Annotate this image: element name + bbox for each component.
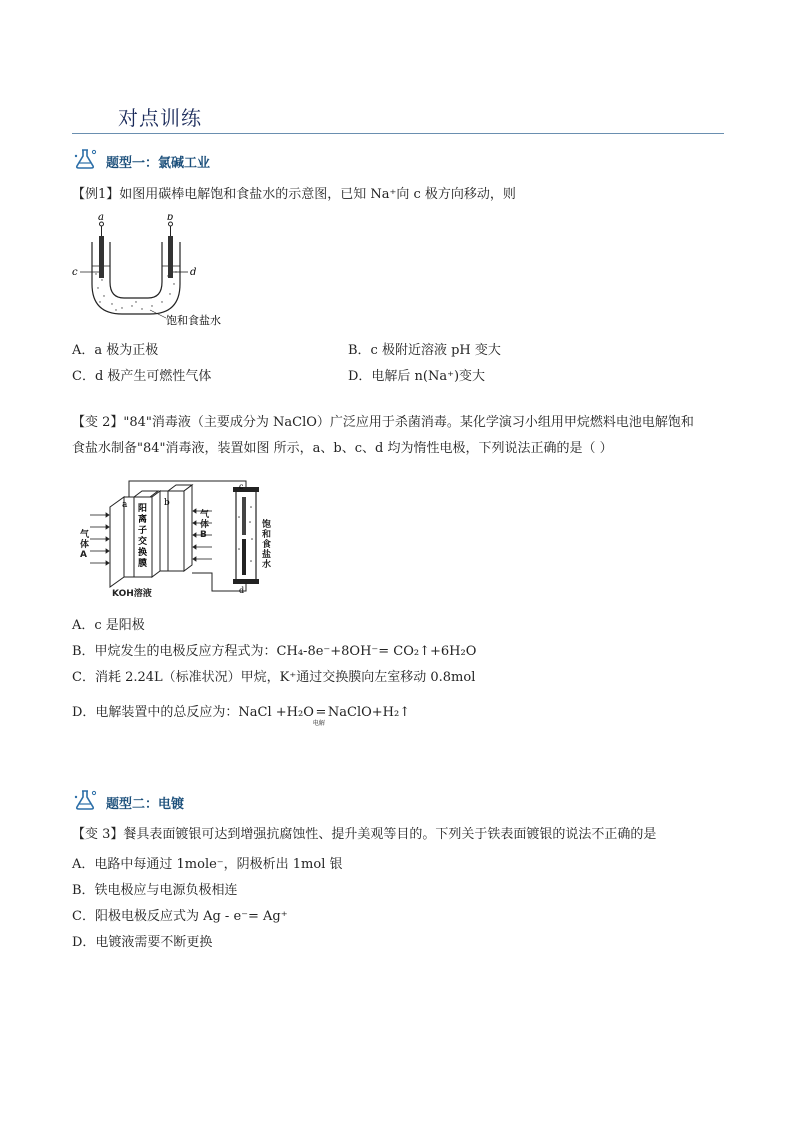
example1-option-d: D．电解后 n(Na⁺)变大: [348, 369, 486, 384]
svg-text:阳: 阳: [138, 504, 148, 514]
example1-option-c: C．d 极产生可燃性气体: [72, 369, 212, 384]
electrode-label-c: c: [72, 267, 78, 278]
gas-a-label: 气 体 A: [80, 530, 90, 560]
svg-text:换: 换: [138, 548, 148, 558]
example1-option-a: A．a 极为正极: [72, 343, 159, 358]
variant2-option-c: C．消耗 2.24L（标准状况）甲烷，K⁺通过交换膜向左室移动 0.8mol: [72, 670, 476, 685]
u-tube-diagram: [70, 214, 230, 330]
svg-text:子: 子: [138, 526, 148, 536]
brine-label: 饱 和 食 盐 水: [262, 520, 272, 570]
example1-question: 【例1】如图用碳棒电解饱和食盐水的示意图，已知 Na⁺向 c 极方向移动，则: [72, 187, 516, 202]
electrode-label-d: d: [190, 267, 197, 278]
variant2-question-line2: 食盐水制备"84"消毒液，装置如图 所示，a、b、c、d 均为惰性电极，下列说法正确的是（ ）: [72, 441, 613, 456]
example1-option-b: B．c 极附近溶液 pH 变大: [348, 343, 501, 358]
tube-electrode-d: d: [239, 586, 245, 595]
variant3-option-c: C．阳极电极反应式为 Ag - e⁻= Ag⁺: [72, 909, 288, 924]
variant3-option-d: D．电镀液需要不断更换: [72, 935, 213, 950]
variant2-question-line1: 【变 2】"84"消毒液（主要成分为 NaClO）广泛应用于杀菌消毒。某化学演习小组用甲烷燃料电池电解饱和: [72, 415, 694, 430]
variant3-option-a: A．电路中每通过 1mole⁻，阴极析出 1mol 银: [72, 857, 343, 872]
flask-icon: [72, 788, 100, 812]
variant2-option-d: [72, 701, 411, 727]
svg-text:膜: 膜: [138, 559, 148, 569]
variant3-option-b: B．铁电极应与电源负极相连: [72, 883, 238, 898]
electrode-label-b: b: [167, 214, 174, 223]
cell-electrode-b: b: [164, 498, 170, 508]
svg-text:交: 交: [138, 537, 148, 547]
variant2-option-a: A．c 是阳极: [72, 618, 145, 633]
gas-b-label: 气 体 B: [200, 510, 210, 540]
koh-label: KOH溶液: [112, 589, 152, 599]
electrolysis-condition: 电解: [312, 720, 325, 727]
membrane-label: [138, 502, 148, 569]
variant2-option-d-text: D．电解装置中的总反应为：NaCl +H₂O: [72, 705, 314, 720]
electrolysis-equals: = 电解: [312, 705, 327, 727]
title-divider: [72, 133, 724, 134]
page-title: 对点训练: [118, 106, 202, 130]
section-heading-electroplating: 题型二：电镀: [106, 797, 185, 812]
cell-electrode-a: a: [122, 500, 128, 510]
flask-icon: [72, 147, 100, 171]
variant2-option-b: B．甲烷发生的电极反应方程式为：CH₄-8e⁻+8OH⁻= CO₂↑+6H₂O: [72, 644, 477, 659]
variant3-question: 【变 3】餐具表面镀银可达到增强抗腐蚀性、提升美观等目的。下列关于铁表面镀银的说法不正确的是: [72, 827, 657, 842]
svg-text:离: 离: [138, 515, 148, 525]
variant2-option-d-tail: NaClO+H₂↑: [327, 705, 411, 720]
electrode-label-a: a: [98, 214, 104, 223]
tube-electrode-c: c: [239, 482, 244, 491]
fuel-cell-diagram: [76, 477, 276, 602]
section-heading-chlor-alkali: 题型一：氯碱工业: [106, 156, 211, 171]
brine-caption: 饱和食盐水: [166, 314, 221, 327]
